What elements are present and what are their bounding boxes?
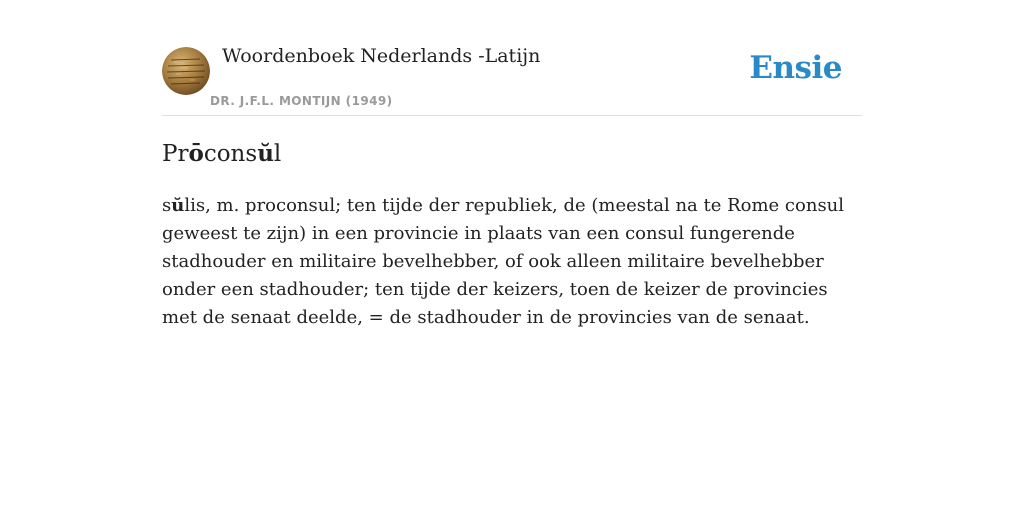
- author-line: DR. J.F.L. MONTIJN (1949): [210, 94, 393, 108]
- source-header: [162, 0, 862, 116]
- entry-title-part: cons: [203, 141, 258, 167]
- entry-body-text: lis, m. proconsul; ten tijde der republiek, de (meestal na te Rome consul geweest te zijn) in een provincie in plaats van een consul fungerende stadhouder en militaire bevelhebber, of ook alleen militaire bevelhebber onder een stadhouder; ten tijde der keizers, toen de keizer de provincies met de senaat deelde, = de stadhouder in de provincies van de senaat.: [162, 195, 845, 328]
- entry-title-part: ō: [188, 140, 204, 167]
- entry-title: [162, 140, 281, 167]
- entry-title-part: Pr: [162, 141, 189, 167]
- entry-title-part: l: [273, 141, 282, 167]
- entry-definition: [162, 192, 862, 332]
- entry-title-part: ŭ: [257, 140, 274, 167]
- page: [162, 0, 862, 328]
- entry-body-bold: ŭ: [171, 195, 185, 216]
- coin-inscription-icon[interactable]: [162, 47, 210, 95]
- book-title[interactable]: Woordenboek Nederlands -Latijn: [222, 45, 541, 67]
- brand-logo[interactable]: Ensie: [749, 50, 842, 86]
- entry-body-lead: s: [162, 195, 172, 216]
